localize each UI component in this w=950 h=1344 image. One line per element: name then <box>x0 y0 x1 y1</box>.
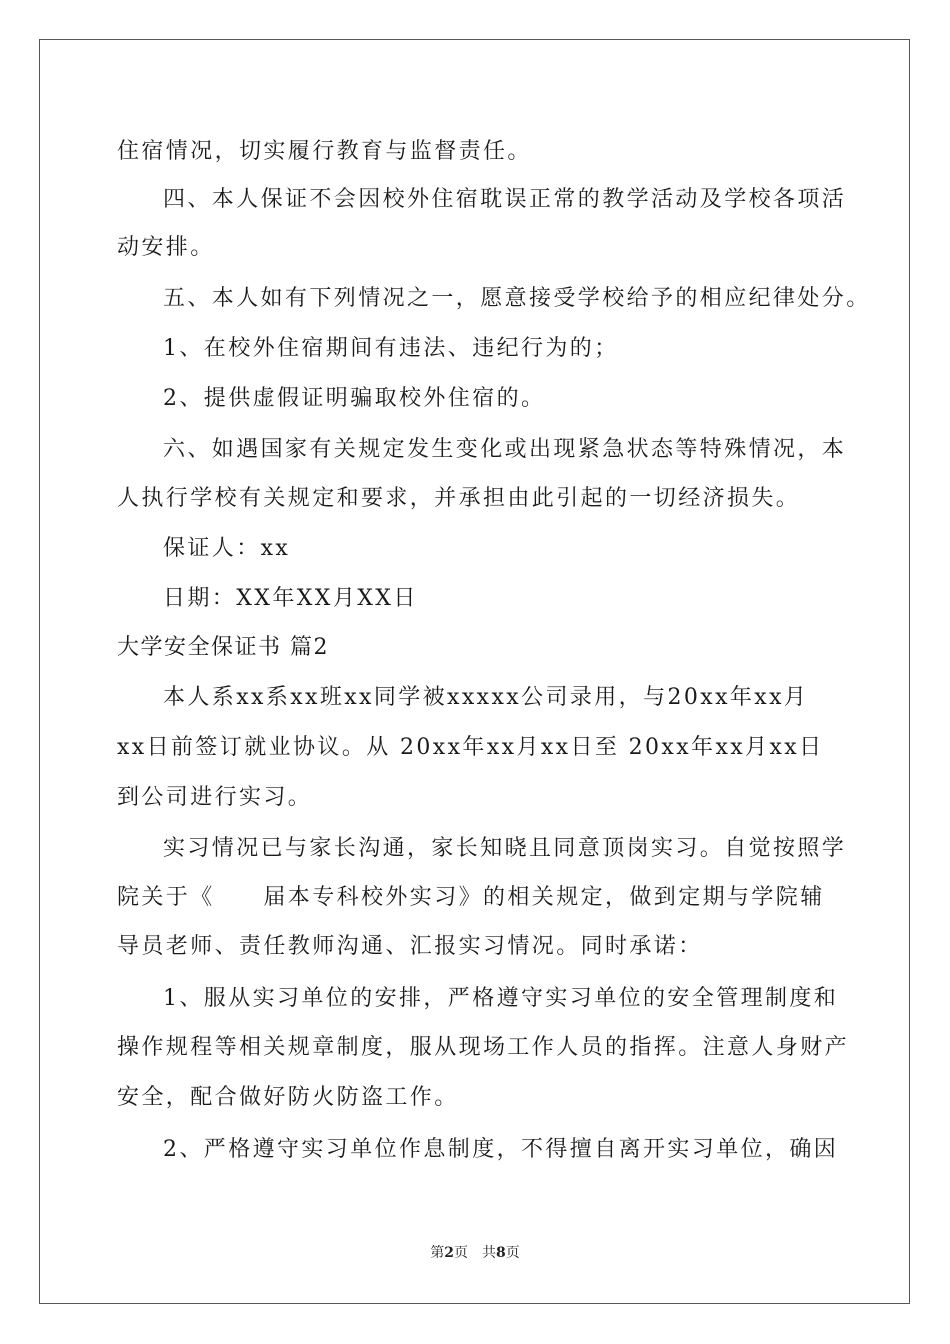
page-border <box>39 39 910 1304</box>
footer-mid: 页 共 <box>454 1245 496 1261</box>
footer-prefix: 第 <box>430 1245 445 1261</box>
date-line: 日期：XX年XX月XX日 <box>163 586 418 611</box>
paragraph-line: 六、如遇国家有关规定发生变化或出现紧急状态等特殊情况，本 <box>163 437 847 462</box>
total-page-number: 8 <box>496 1245 506 1261</box>
footer-suffix: 页 <box>505 1245 520 1261</box>
paragraph-line: 院关于《 届本专科校外实习》的相关规定，做到定期与学院辅 <box>117 885 825 910</box>
paragraph-line: 本人系xx系xx班xx同学被xxxxx公司录用，与20xx年xx月 <box>163 685 809 710</box>
section-heading: 大学安全保证书 篇2 <box>117 635 329 660</box>
paragraph-line: 操作规程等相关规章制度，服从现场工作人员的指挥。注意人身财产 <box>117 1035 850 1060</box>
paragraph-line: 到公司进行实习。 <box>117 785 313 810</box>
paragraph-line: 导员老师、责任教师沟通、汇报实习情况。同时承诺： <box>117 934 703 959</box>
guarantor-line: 保证人：xx <box>163 536 291 561</box>
paragraph-line: 人执行学校有关规定和要求，并承担由此引起的一切经济损失。 <box>117 486 801 511</box>
list-item: 1、在校外住宿期间有违法、违纪行为的； <box>163 336 619 361</box>
page-footer <box>0 1244 950 1262</box>
paragraph-line: xx日前签订就业协议。从 20xx年xx月xx日至 20xx年xx月xx日 <box>117 735 824 760</box>
paragraph-line: 五、本人如有下列情况之一，愿意接受学校给予的相应纪律处分。 <box>163 286 871 311</box>
list-item: 1、服从实习单位的安排，严格遵守实习单位的安全管理制度和 <box>163 986 839 1011</box>
paragraph-line: 安全，配合做好防火防盗工作。 <box>117 1085 459 1110</box>
list-item: 2、严格遵守实习单位作息制度，不得擅自离开实习单位，确因 <box>163 1137 839 1162</box>
paragraph-line: 动安排。 <box>117 235 215 260</box>
list-item: 2、提供虚假证明骗取校外住宿的。 <box>163 386 546 411</box>
current-page-number: 2 <box>444 1245 454 1261</box>
paragraph-line: 四、本人保证不会因校外住宿耽误正常的教学活动及学校各项活 <box>163 187 847 212</box>
paragraph-line: 住宿情况，切实履行教育与监督责任。 <box>117 139 532 164</box>
paragraph-line: 实习情况已与家长沟通，家长知晓且同意顶岗实习。自觉按照学 <box>163 836 847 861</box>
